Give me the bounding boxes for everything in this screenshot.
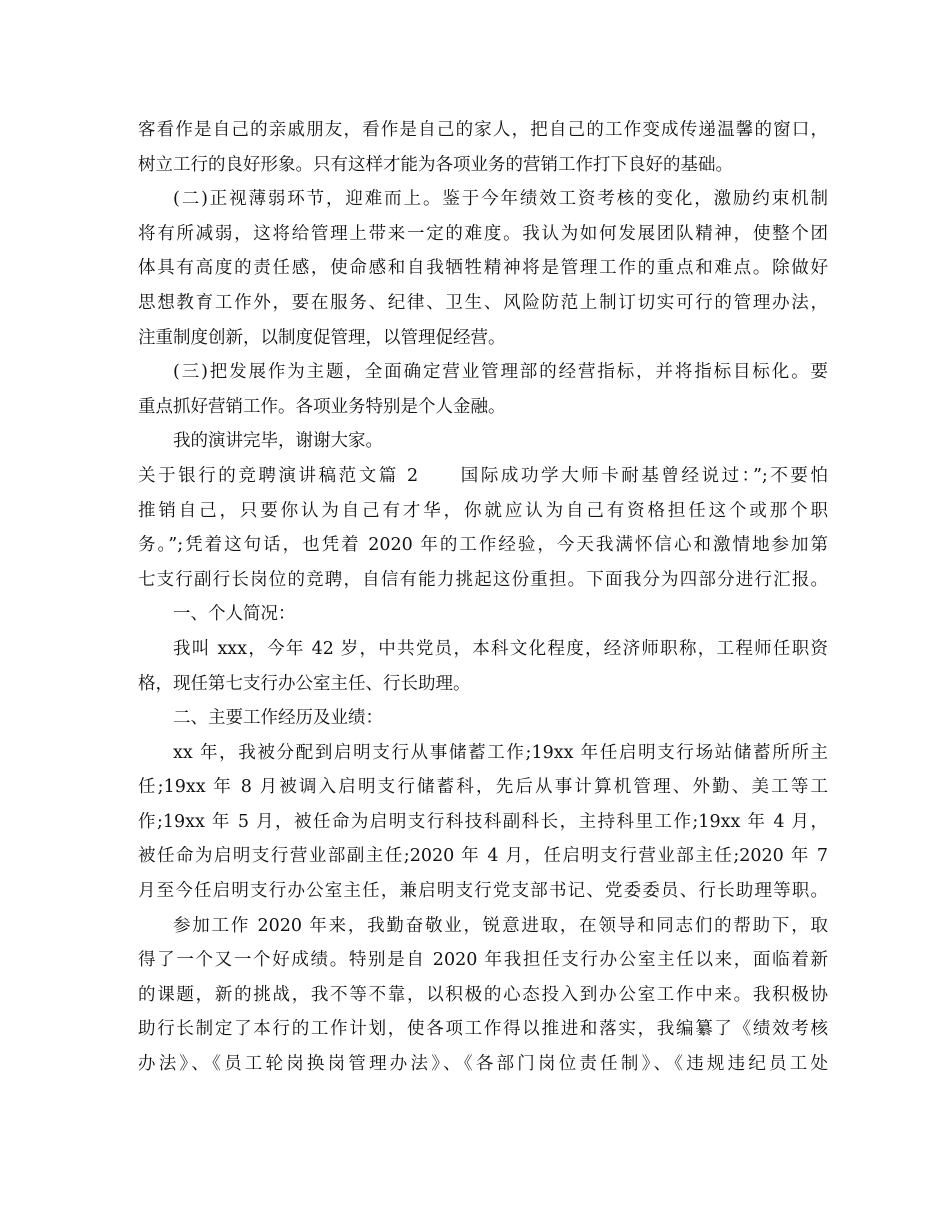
paragraph-line: 我叫 xxx，今年 42 岁，中共党员，本科文化程度，经济师职称，工程师任职资 (173, 638, 828, 659)
paragraph-line: 任;19xx 年 8 月被调入启明支行储蓄科，先后从事计算机管理、外勤、美工等工 (138, 777, 828, 798)
paragraph-line: 我的演讲完毕，谢谢大家。 (173, 431, 383, 452)
paragraph-line: 体具有高度的责任感，使命感和自我牺牲精神将是管理工作的重点和难点。除做好 (138, 258, 828, 279)
document-body (138, 113, 828, 1082)
paragraph-line: 重点抓好营销工作。各项业务特别是个人金融。 (138, 396, 506, 417)
paragraph-line: 树立工行的良好形象。只有这样才能为各项业务的营销工作打下良好的基础。 (138, 154, 733, 175)
paragraph-line: xx 年，我被分配到启明支行从事储蓄工作;19xx 年任启明支行场站储蓄所所主 (173, 742, 828, 763)
paragraph-line: (三)把发展作为主题，全面确定营业管理部的经营指标，并将指标目标化。要 (173, 362, 828, 383)
paragraph-line: 七支行副行长岗位的竞聘，自信有能力挑起这份重担。下面我分为四部分进行汇报。 (138, 569, 828, 590)
paragraph-line: 注重制度创新，以制度促管理，以管理促经营。 (138, 327, 506, 348)
paragraph-line: 客看作是自己的亲戚朋友，看作是自己的家人，把自己的工作变成传递温馨的窗口， (138, 120, 828, 140)
paragraph-line: 推销自己，只要你认为自己有才华，你就应认为自己有资格担任这个或那个职 (138, 500, 828, 521)
paragraph-line: 作;19xx 年 5 月，被任命为启明支行科技科副科长，主持科里工作;19xx 年 4 月， (138, 811, 828, 832)
paragraph-line: 的课题，新的挑战，我不等不靠，以积极的心态投入到办公室工作中来。我积极协 (138, 984, 828, 1005)
paragraph-line: 思想教育工作外，要在服务、纪律、卫生、风险防范上制订切实可行的管理办法， (138, 292, 828, 313)
paragraph-line: 被任命为启明支行营业部副主任;2020 年 4 月，任启明支行营业部主任;2020 年 7 (138, 846, 828, 867)
paragraph-line: 格，现任第七支行办公室主任、行长助理。 (138, 673, 471, 694)
section-heading-line: 关于银行的竞聘演讲稿范文篇 2 国际成功学大师卡耐基曾经说过：”;不要怕 (138, 465, 828, 486)
subheading-line: 二、主要工作经历及业绩： (173, 708, 383, 729)
subheading-line: 一、个人简况： (173, 604, 296, 625)
paragraph-line: 月至今任启明支行办公室主任，兼启明支行党支部书记、党委委员、行长助理等职。 (138, 881, 828, 902)
paragraph-line: 助行长制定了本行的工作计划，使各项工作得以推进和落实，我编纂了《绩效考核 (138, 1019, 828, 1040)
paragraph-line: 将有所减弱，这将给管理上带来一定的难度。我认为如何发展团队精神，使整个团 (138, 223, 828, 244)
paragraph-line: 办法》、《员工轮岗换岗管理办法》、《各部门岗位责任制》、《违规违纪员工处 (138, 1054, 828, 1075)
paragraph-line: 参加工作 2020 年来，我勤奋敬业，锐意进取，在领导和同志们的帮助下，取 (173, 915, 828, 936)
paragraph-line: (二)正视薄弱环节，迎难而上。鉴于今年绩效工资考核的变化，激励约束机制 (173, 189, 828, 210)
paragraph-line: 务。”;凭着这句话，也凭着 2020 年的工作经验，今天我满怀信心和激情地参加第 (138, 535, 828, 556)
paragraph-line: 得了一个又一个好成绩。特别是自 2020 年我担任支行办公室主任以来，面临着新 (138, 950, 828, 971)
